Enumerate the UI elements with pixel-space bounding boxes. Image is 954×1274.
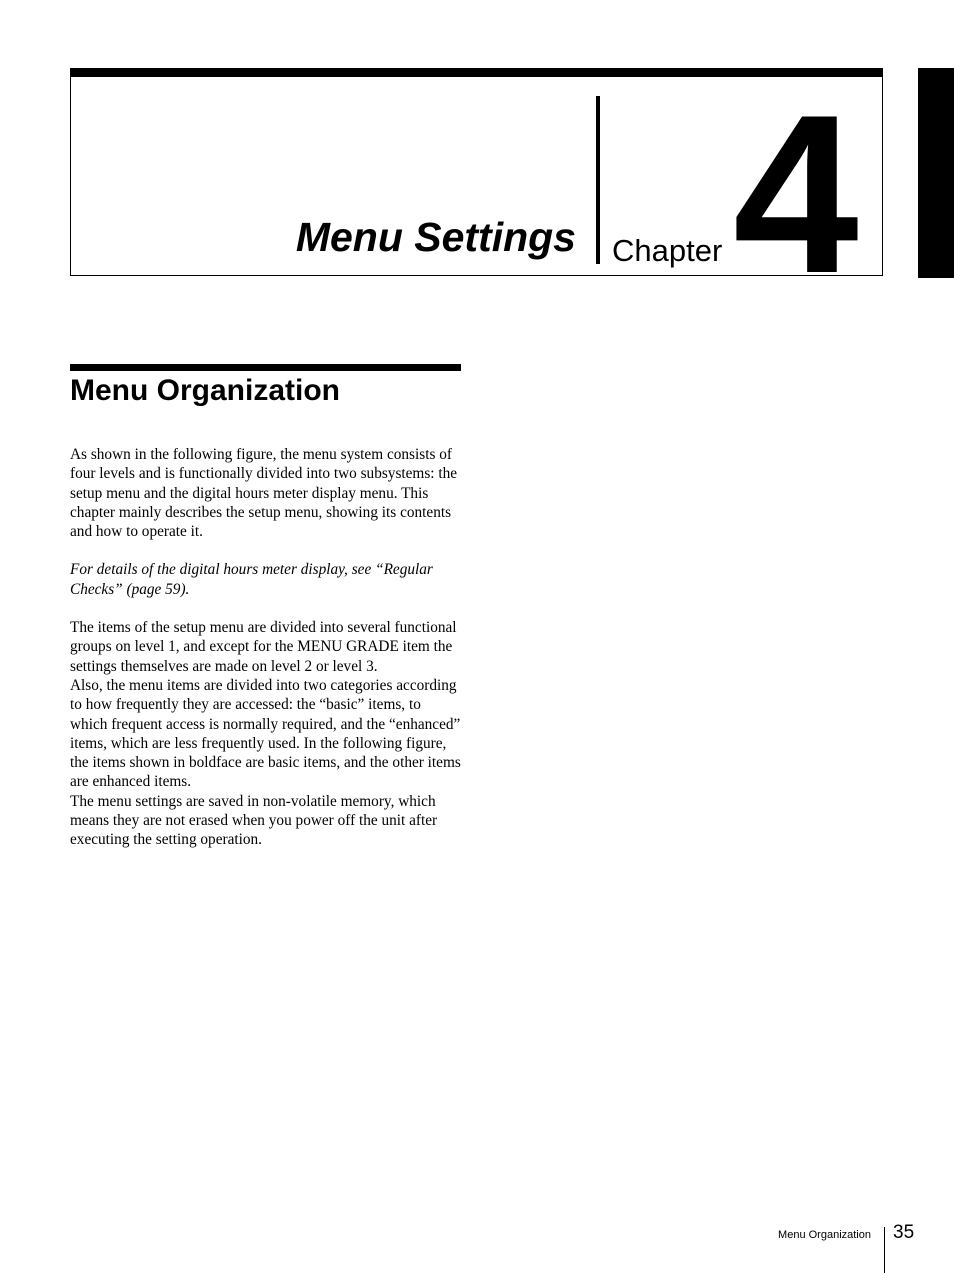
footer-section-name: Menu Organization xyxy=(778,1229,871,1241)
footer-divider xyxy=(884,1227,885,1273)
paragraph-groups: The items of the setup menu are divided into several functional groups on level 1, and except for the MENU GRADE item the settings themselves are made on level 2 or level 3. xyxy=(70,619,457,675)
chapter-header-box xyxy=(70,67,883,320)
paragraph-categories: Also, the menu items are divided into two categories according to how frequently they are accessed: the “basic” items, to which frequent access is normally required, and the “enhanced” items, which are less frequently used. In the following figure, the items shown in boldface are basic items, and the other items are enhanced items. xyxy=(70,676,461,791)
paragraph-note: For details of the digital hours meter display, see “Regular Checks” (page 59). xyxy=(70,561,433,598)
section-heading: Menu Organization xyxy=(70,374,340,407)
chapter-number: 4 xyxy=(733,67,855,320)
page-number: 35 xyxy=(893,1222,915,1243)
section-rule xyxy=(70,364,461,371)
chapter-divider xyxy=(596,96,600,264)
chapter-title: Menu Settings xyxy=(295,214,576,260)
chapter-label: Chapter xyxy=(612,233,723,268)
paragraph-intro: As shown in the following figure, the menu system consists of four levels and is functionally divided into two subsystems: the setup menu and the digital hours meter display menu. This chapter mainly describes the setup menu, showing its contents and how to operate it. xyxy=(70,446,458,541)
chapter-thumb-tab xyxy=(918,68,954,278)
paragraph-memory: The menu settings are saved in non-volatile memory, which means they are not erased when you power off the unit after executing the setting operation. xyxy=(70,792,438,849)
body-text xyxy=(70,445,462,850)
